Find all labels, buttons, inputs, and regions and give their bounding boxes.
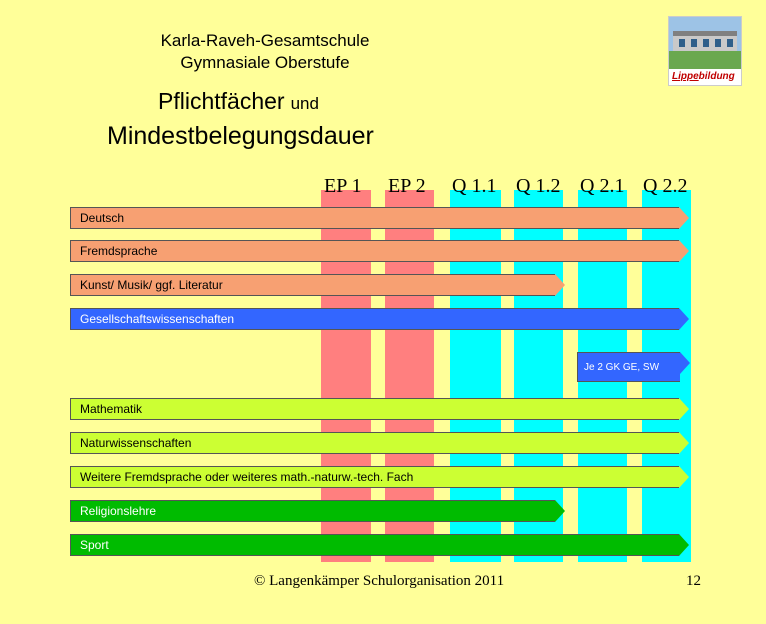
bar-naturwissenschaften: Naturwissenschaften — [70, 432, 679, 454]
logo-window — [715, 39, 721, 47]
school-name — [110, 30, 420, 74]
bar-kunst-musik: Kunst/ Musik/ ggf. Literatur — [70, 274, 555, 296]
column-header-q21: Q 2.1 — [580, 175, 625, 197]
bar-fremdsprache: Fremdsprache — [70, 240, 679, 262]
bar-sport: Sport — [70, 534, 679, 556]
column-header-q11: Q 1.1 — [452, 175, 497, 197]
page-number: 12 — [686, 573, 701, 589]
bar-religionslehre: Religionslehre — [70, 500, 555, 522]
bar-je-2-gk: Je 2 GK GE, SW — [577, 352, 680, 382]
lippebildung-logo — [668, 16, 742, 86]
column-header-q12: Q 1.2 — [516, 175, 561, 197]
column-header-ep2: EP 2 — [388, 175, 426, 197]
footer-copyright: © Langenkämper Schulorganisation 2011 — [254, 573, 505, 589]
logo-grass — [669, 51, 741, 69]
logo-window — [679, 39, 685, 47]
school-line-1: Karla-Raveh-Gesamtschule — [160, 31, 370, 50]
logo-window — [703, 39, 709, 47]
page-subtitle: Mindestbelegungsdauer — [107, 122, 374, 150]
school-line-2: Gymnasiale Oberstufe — [180, 53, 350, 72]
title-main: Pflichtfächer — [158, 88, 285, 114]
bar-deutsch: Deutsch — [70, 207, 679, 229]
bar-weitere-fremdsprache: Weitere Fremdsprache oder weiteres math.-naturw.-tech. Fach — [70, 466, 679, 488]
column-header-q22: Q 2.2 — [643, 175, 688, 197]
title-and: und — [290, 94, 319, 113]
page-title — [158, 88, 319, 115]
logo-text-part1: Lippe — [672, 71, 699, 82]
bar-mathematik: Mathematik — [70, 398, 679, 420]
logo-text — [672, 71, 735, 82]
logo-window — [727, 39, 733, 47]
bar-gesellschaftswissenschaften: Gesellschaftswissenschaften — [70, 308, 679, 330]
column-header-ep1: EP 1 — [324, 175, 362, 197]
logo-window — [691, 39, 697, 47]
logo-text-part2: bildung — [698, 71, 735, 82]
